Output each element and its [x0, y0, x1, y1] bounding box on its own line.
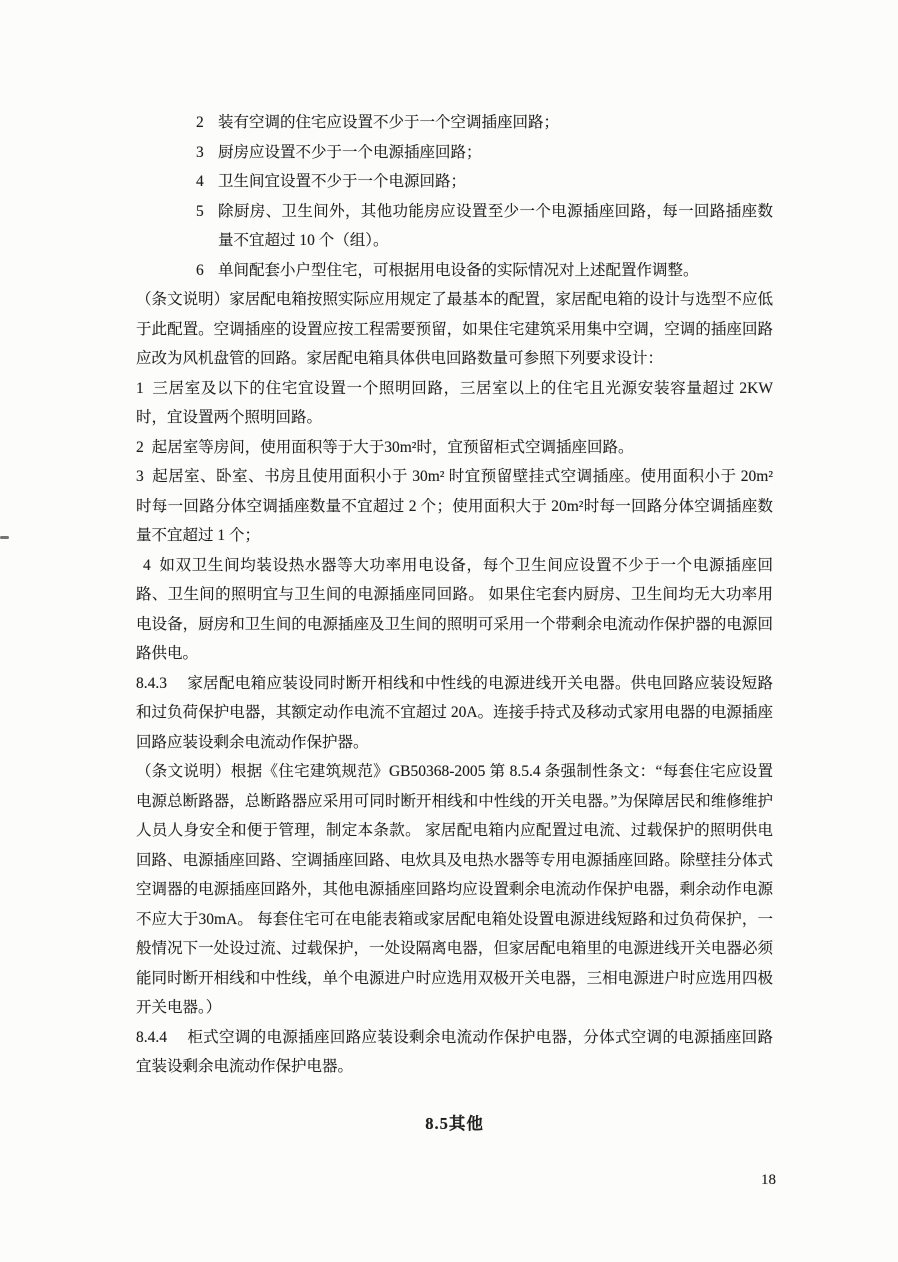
paragraph-label: 8.4.4: [136, 1028, 167, 1046]
list-item-number: 4: [196, 173, 204, 190]
list-item-text: 单间配套小户型住宅，可根据用电设备的实际情况对上述配置作调整。: [218, 261, 699, 279]
paragraph: [136, 285, 773, 374]
content-area: [136, 108, 773, 1138]
paragraph-label: 8.4.3: [136, 674, 167, 692]
paragraph-text: 如双卫生间均装设热水器等大功率用电设备，每个卫生间应设置不少于一个电源插座回路、卫生间的照明宜与卫生间的电源插座同回路。 如果住宅套内厨房、卫生间均无大功率用电设备，厨房和卫生间的电源插座及卫生间的照明可采用一个带剩余电流动作保护器的电源回路供电。: [136, 556, 773, 662]
paragraph: [136, 757, 773, 1023]
page-number: 18: [761, 1172, 776, 1188]
list-item: [196, 167, 773, 197]
list-item: [196, 256, 773, 286]
scan-artifact: [0, 536, 9, 539]
paragraph-text: 起居室、卧室、书房且使用面积小于 30m² 时宜预留壁挂式空调插座。使用面积小于 20m² 时每一回路分体空调插座数量不宜超过 2 个；使用面积大于 20m²时每一回路分体空调插座数量不宜超过 1 个；: [136, 468, 773, 544]
list-item: [196, 108, 773, 138]
paragraph-text: （条文说明）根据《住宅建筑规范》GB50368-2005 第 8.5.4 条强制性条文：“每套住宅应设置电源总断路器，总断路器应采用可同时断开相线和中性线的开关电器。”为保障居民和维修维护人员人身安全和便于管理，制定本条款。 家居配电箱内应配置过电流、过载保护的照明供电回路、电源插座回路、空调插座回路、电炊具及电热水器等专用电源插座回路。除壁挂分体式空调器的电源插座回路外，其他电源插座回路均应设置剩余电流动作保护电器，剩余动作电源不应大于30mA。 每套住宅可在电能表箱或家居配电箱处设置电源进线短路和过负荷保护，一般情况下一处设过流、过载保护，一处设隔离电器，但家居配电箱里的电源进线开关电器必须能同时断开相线和中性线，单个电源进户时应选用双极开关电器，三相电源进户时应选用四极开关电器。）: [136, 763, 773, 1016]
paragraph: [136, 1023, 773, 1082]
paragraph-label: 1: [136, 379, 144, 397]
paragraph-label: 4: [143, 556, 151, 574]
list-item-number: 2: [196, 114, 204, 131]
list-item: [196, 138, 773, 168]
list-item-text: 卫生间宜设置不少于一个电源回路；: [218, 173, 467, 190]
paragraph: [136, 462, 773, 551]
list-item-number: 6: [196, 261, 204, 279]
section-heading: 8.5其他: [425, 1113, 484, 1133]
paragraph-text: （条文说明）家居配电箱按照实际应用规定了最基本的配置，家居配电箱的设计与选型不应低于此配置。空调插座的设置应按工程需要预留，如果住宅建筑采用集中空调，空调的插座回路应改为风机盘管的回路。家居配电箱具体供电回路数量可参照下列要求设计：: [136, 291, 773, 367]
list-item-number: 3: [196, 143, 204, 161]
paragraph-label: 3: [136, 468, 144, 485]
paragraph-text: 三居室及以下的住宅宜设置一个照明回路，三居室以上的住宅且光源安装容量超过 2KW 时，宜设置两个照明回路。: [136, 379, 773, 426]
list-item-number: 5: [196, 202, 204, 220]
list-item-text: 除厨房、卫生间外，其他功能房应设置至少一个电源插座回路，每一回路插座数量不宜超过 10 个（组）。: [218, 202, 773, 249]
list-item-text: 装有空调的住宅应设置不少于一个空调插座回路；: [218, 114, 560, 131]
paragraph: [136, 669, 773, 758]
list-item: [196, 197, 773, 256]
paragraph-label: 2: [136, 438, 144, 456]
paragraph: [136, 551, 773, 669]
paragraph: [136, 433, 773, 463]
paragraph-text: 起居室等房间，使用面积等于大于30m²时，宜预留柜式空调插座回路。: [151, 438, 634, 456]
paragraph-text: 家居配电箱应装设同时断开相线和中性线的电源进线开关电器。供电回路应装设短路和过负荷保护电器，其额定动作电流不宜超过 20A。连接手持式及移动式家用电器的电源插座回路应装设剩余电流动作保护器。: [136, 674, 773, 751]
paragraph: [136, 374, 773, 433]
paragraph-text: 柜式空调的电源插座回路应装设剩余电流动作保护电器，分体式空调的电源插座回路宜装设剩余电流动作保护电器。: [136, 1028, 773, 1075]
list-item-text: 厨房应设置不少于一个电源插座回路；: [218, 143, 482, 161]
